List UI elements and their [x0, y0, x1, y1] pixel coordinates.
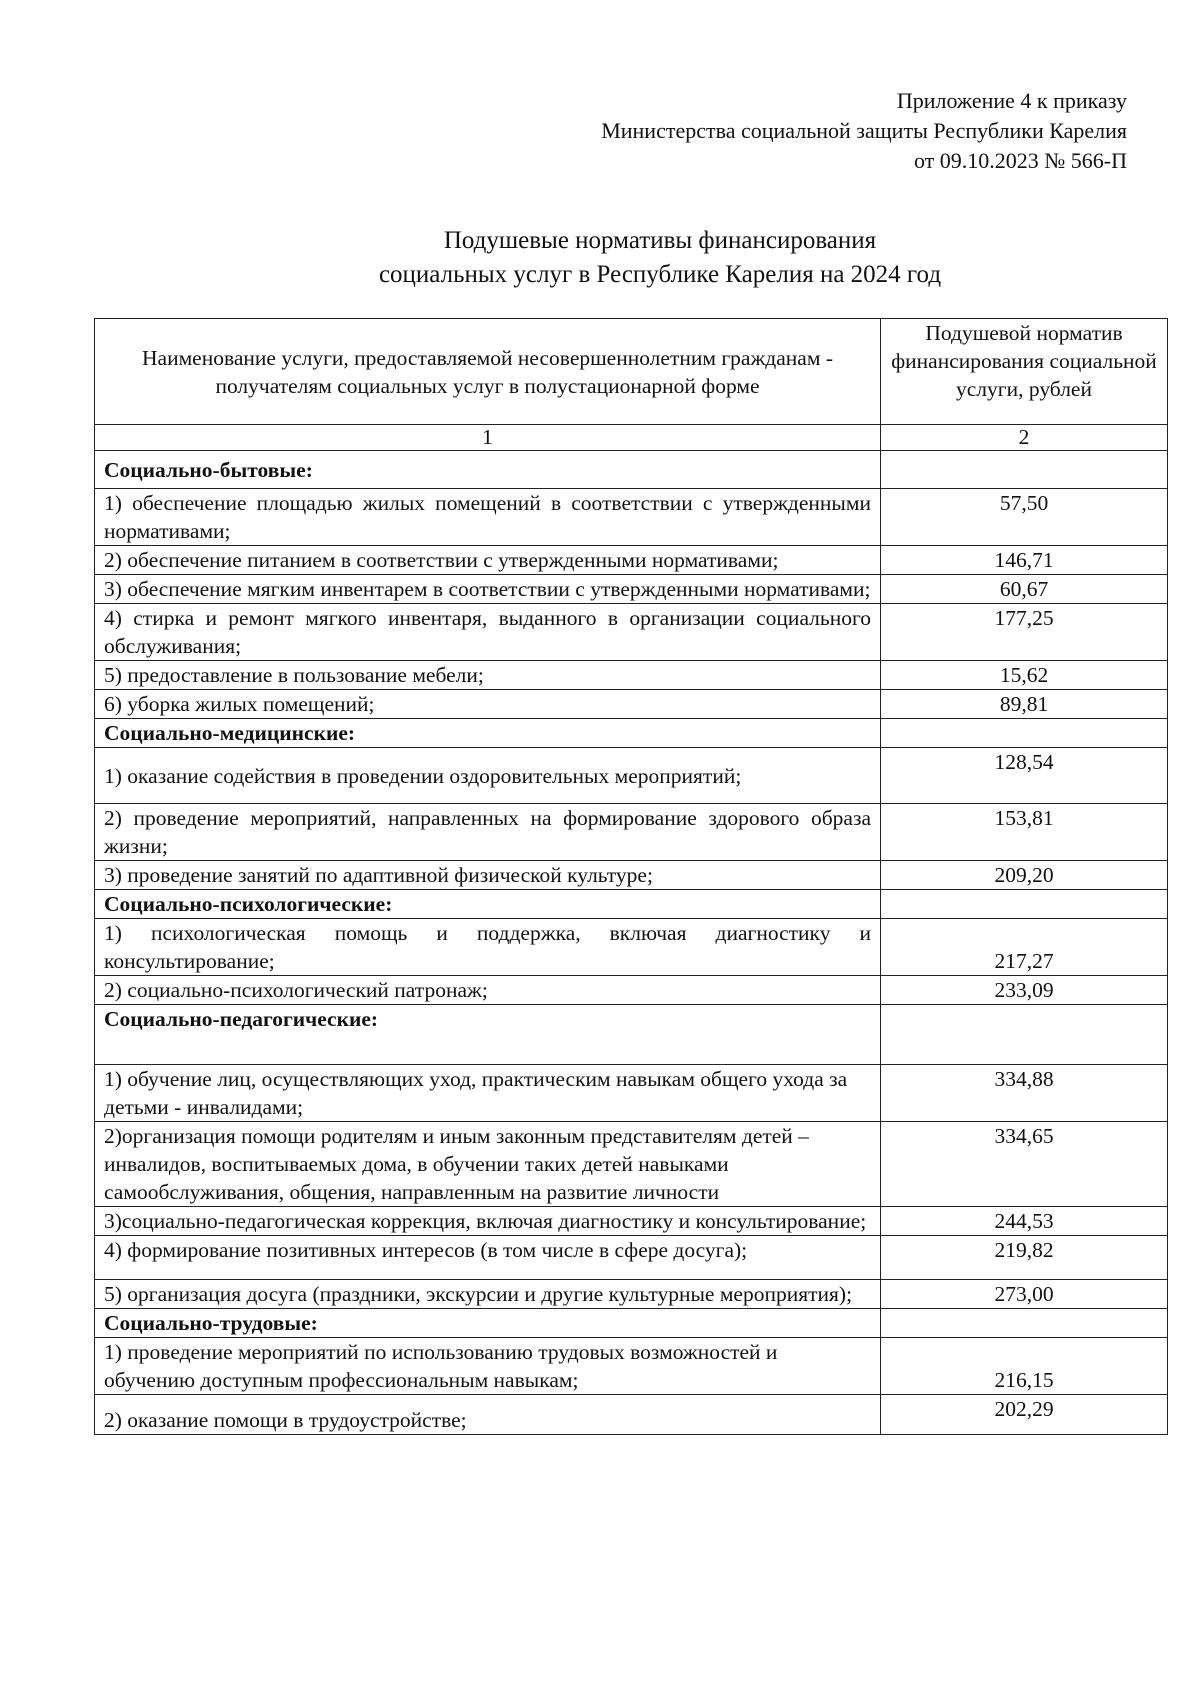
table-row	[95, 1207, 1168, 1236]
title-line-1: Подушевые нормативы финансирования	[443, 227, 877, 254]
table-row	[95, 575, 1168, 604]
service-name: 2) социально-психологический патронаж;	[95, 976, 881, 1005]
service-name: 1) обеспечение площадью жилых помещений в соответствии с утвержденными нормативами;	[95, 489, 881, 546]
column-number-row	[95, 425, 1168, 451]
category-label: Социально-психологические:	[95, 890, 881, 919]
service-value: 202,29	[881, 1395, 1168, 1435]
table-row	[95, 804, 1168, 861]
service-value: 153,81	[881, 804, 1168, 861]
service-name: 3)социально-педагогическая коррекция, включая диагностику и консультирование;	[95, 1207, 881, 1236]
service-value: 217,27	[881, 919, 1168, 976]
table-row	[95, 919, 1168, 976]
column-number-2: 2	[881, 425, 1168, 451]
column-header-norm-value: Подушевой норматив финансирования социальной услуги, рублей	[881, 319, 1168, 425]
service-value: 15,62	[881, 661, 1168, 690]
service-value: 334,65	[881, 1122, 1168, 1207]
service-value: 219,82	[881, 1236, 1168, 1280]
service-name: 6) уборка жилых помещений;	[95, 690, 881, 719]
category-label: Социально-медицинские:	[95, 719, 881, 748]
table-row	[95, 748, 1168, 804]
service-name: 2) проведение мероприятий, направленных на формирование здорового образа жизни;	[95, 804, 881, 861]
table-row	[95, 861, 1168, 890]
service-value: 216,15	[881, 1338, 1168, 1395]
table-row	[95, 1338, 1168, 1395]
category-label: Социально-бытовые:	[95, 451, 881, 489]
category-label: Социально-трудовые:	[95, 1309, 881, 1338]
header-line-order-date: от 09.10.2023 № 566-П	[913, 148, 1127, 173]
column-header-service-name: Наименование услуги, предоставляемой несовершеннолетним гражданам - получателям социальных услуг в полустационарной форме	[95, 319, 881, 425]
table-row	[95, 489, 1168, 546]
service-name: 1) психологическая помощь и поддержка, включая диагностику и консультирование;	[95, 919, 881, 976]
table-row	[95, 1280, 1168, 1309]
column-number-1: 1	[95, 425, 881, 451]
service-value: 128,54	[881, 748, 1168, 804]
header-line-appendix: Приложение 4 к приказу	[896, 88, 1127, 113]
category-value-empty	[881, 1005, 1168, 1065]
title-line-2: социальных услуг в Республике Карелия на 2024 год	[378, 261, 942, 288]
service-value: 233,09	[881, 976, 1168, 1005]
category-label: Социально-педагогические:	[95, 1005, 881, 1065]
service-name: 3) проведение занятий по адаптивной физической культуре;	[95, 861, 881, 890]
table-row	[95, 546, 1168, 575]
category-value-empty	[881, 719, 1168, 748]
norms-table	[94, 318, 1168, 1435]
service-value: 273,00	[881, 1280, 1168, 1309]
category-value-empty	[881, 1309, 1168, 1338]
table-row	[95, 661, 1168, 690]
table-row	[95, 1065, 1168, 1122]
table-row	[95, 1236, 1168, 1280]
table-row	[95, 976, 1168, 1005]
service-name: 5) организация досуга (праздники, экскурсии и другие культурные мероприятия);	[95, 1280, 881, 1309]
service-name: 2) обеспечение питанием в соответствии с утвержденными нормативами;	[95, 546, 881, 575]
category-value-empty	[881, 890, 1168, 919]
service-name: 5) предоставление в пользование мебели;	[95, 661, 881, 690]
document-title	[0, 224, 1200, 292]
service-value: 244,53	[881, 1207, 1168, 1236]
document-header	[601, 86, 1127, 176]
table-row	[95, 1122, 1168, 1207]
category-row	[95, 890, 1168, 919]
header-line-ministry: Министерства социальной защиты Республики Карелия	[601, 118, 1127, 143]
service-name: 3) обеспечение мягким инвентарем в соответствии с утвержденными нормативами;	[95, 575, 881, 604]
table-row	[95, 1395, 1168, 1435]
table-row	[95, 604, 1168, 661]
service-value: 177,25	[881, 604, 1168, 661]
service-name: 1) оказание содействия в проведении оздоровительных мероприятий;	[95, 748, 881, 804]
table-row	[95, 690, 1168, 719]
category-row	[95, 719, 1168, 748]
service-name: 1) обучение лиц, осуществляющих уход, практическим навыкам общего ухода за детьми - инвалидами;	[95, 1065, 881, 1122]
service-value: 146,71	[881, 546, 1168, 575]
service-name: 4) формирование позитивных интересов (в том числе в сфере досуга);	[95, 1236, 881, 1280]
service-name: 1) проведение мероприятий по использованию трудовых возможностей и обучению доступным профессиональным навыкам;	[95, 1338, 881, 1395]
service-value: 334,88	[881, 1065, 1168, 1122]
service-value: 89,81	[881, 690, 1168, 719]
category-row	[95, 1309, 1168, 1338]
table-header-row	[95, 319, 1168, 425]
service-name: 4) стирка и ремонт мягкого инвентаря, выданного в организации социального обслуживания;	[95, 604, 881, 661]
category-row	[95, 451, 1168, 489]
service-name: 2)организация помощи родителям и иным законным представителям детей – инвалидов, воспитываемых дома, в обучении таких детей навыками самообслуживания, общения, направленным на развитие личности	[95, 1122, 881, 1207]
service-value: 209,20	[881, 861, 1168, 890]
service-value: 57,50	[881, 489, 1168, 546]
category-row	[95, 1005, 1168, 1065]
service-name: 2) оказание помощи в трудоустройстве;	[95, 1395, 881, 1435]
service-value: 60,67	[881, 575, 1168, 604]
category-value-empty	[881, 451, 1168, 489]
